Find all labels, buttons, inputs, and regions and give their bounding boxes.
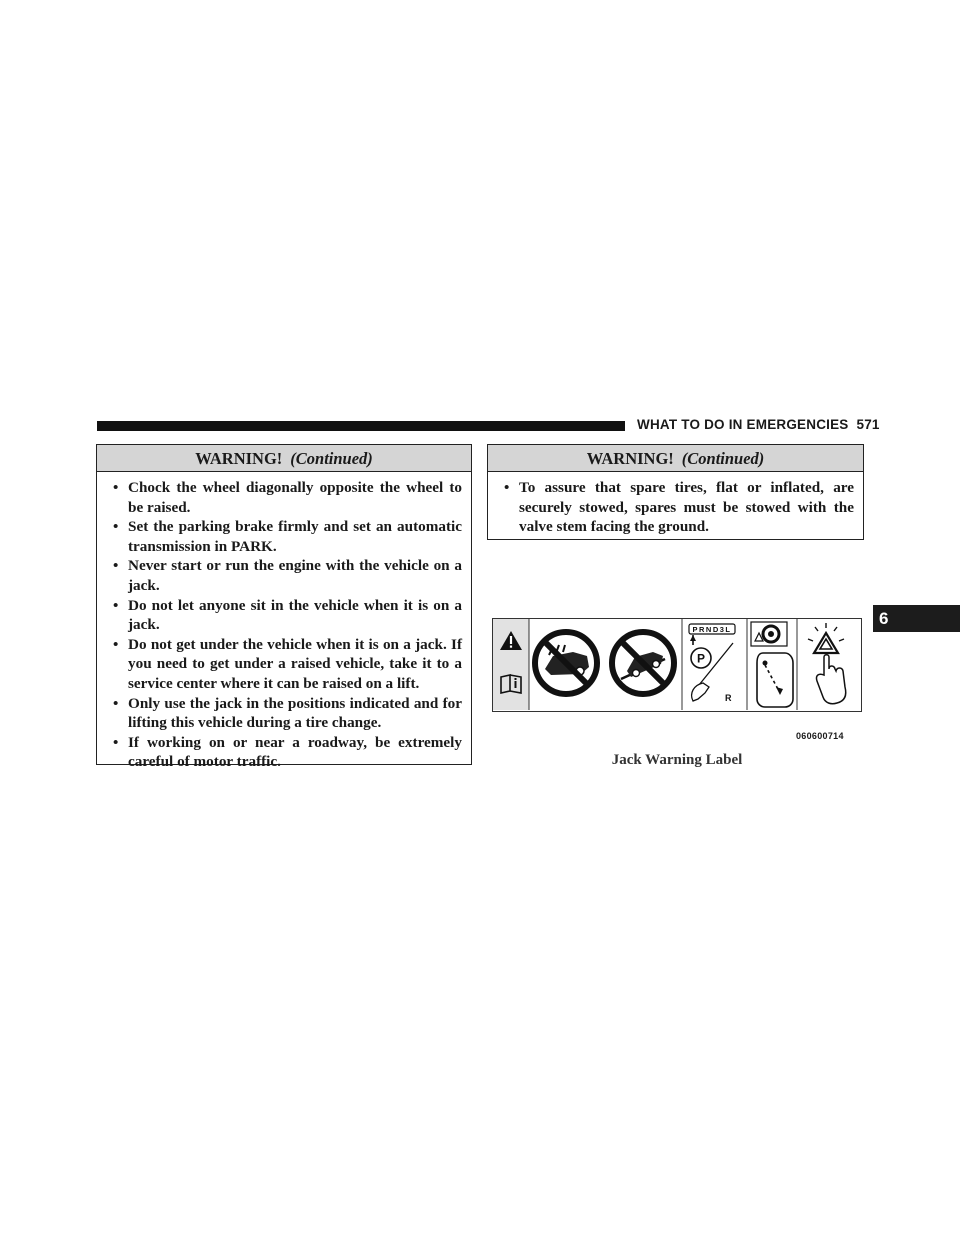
warning-title: WARNING! (586, 449, 674, 468)
warning-item: • If working on or near a roadway, be extremely careful of motor traffic. (107, 733, 462, 772)
label-illustration (493, 619, 860, 710)
reverse-letter: R (725, 693, 732, 703)
page-number: 571 (856, 417, 880, 432)
chapter-tab: 6 (873, 605, 960, 632)
warning-header (97, 445, 471, 472)
warning-continued: (Continued) (290, 449, 373, 468)
jack-warning-label-graphic (492, 618, 862, 712)
no-under-vehicle-icon (535, 632, 597, 694)
warning-header (488, 445, 863, 472)
warning-title: WARNING! (195, 449, 283, 468)
warning-continued: (Continued) (681, 449, 765, 468)
warning-list (488, 472, 863, 545)
warning-item: • Set the parking brake firmly and set an automatic transmission in PARK. (107, 517, 462, 556)
running-header (637, 417, 880, 432)
no-incline-icon (612, 632, 674, 694)
gear-letters: PRND3L (692, 625, 732, 634)
warning-box-left (96, 444, 472, 771)
warning-item: • Never start or run the engine with the vehicle on a jack. (107, 556, 462, 595)
figure-caption: Jack Warning Label (611, 752, 743, 768)
figure-code: 060600714 (796, 731, 844, 741)
park-letter: P (696, 651, 706, 666)
warning-item: • To assure that spare tires, flat or inflated, are securely stowed, spares must be stowed with the valve stem facing the ground. (498, 478, 854, 537)
warning-item: • Chock the wheel diagonally opposite the wheel to be raised. (107, 478, 462, 517)
header-rule (97, 421, 625, 431)
gear-selector-icon (689, 624, 735, 703)
jack-position-icon (751, 622, 793, 707)
warning-box-right (487, 444, 864, 540)
hazard-lights-icon (808, 623, 846, 704)
warning-item: • Do not get under the vehicle when it is on a jack. If you need to get under a raised vehicle, take it to a service center where it can be raised on a lift. (107, 635, 462, 694)
section-title: WHAT TO DO IN EMERGENCIES (637, 417, 849, 432)
warning-item: • Do not let anyone sit in the vehicle when it is on a jack. (107, 596, 462, 635)
warning-item: • Only use the jack in the positions indicated and for lifting this vehicle during a tire change. (107, 694, 462, 733)
warning-list (97, 472, 471, 780)
